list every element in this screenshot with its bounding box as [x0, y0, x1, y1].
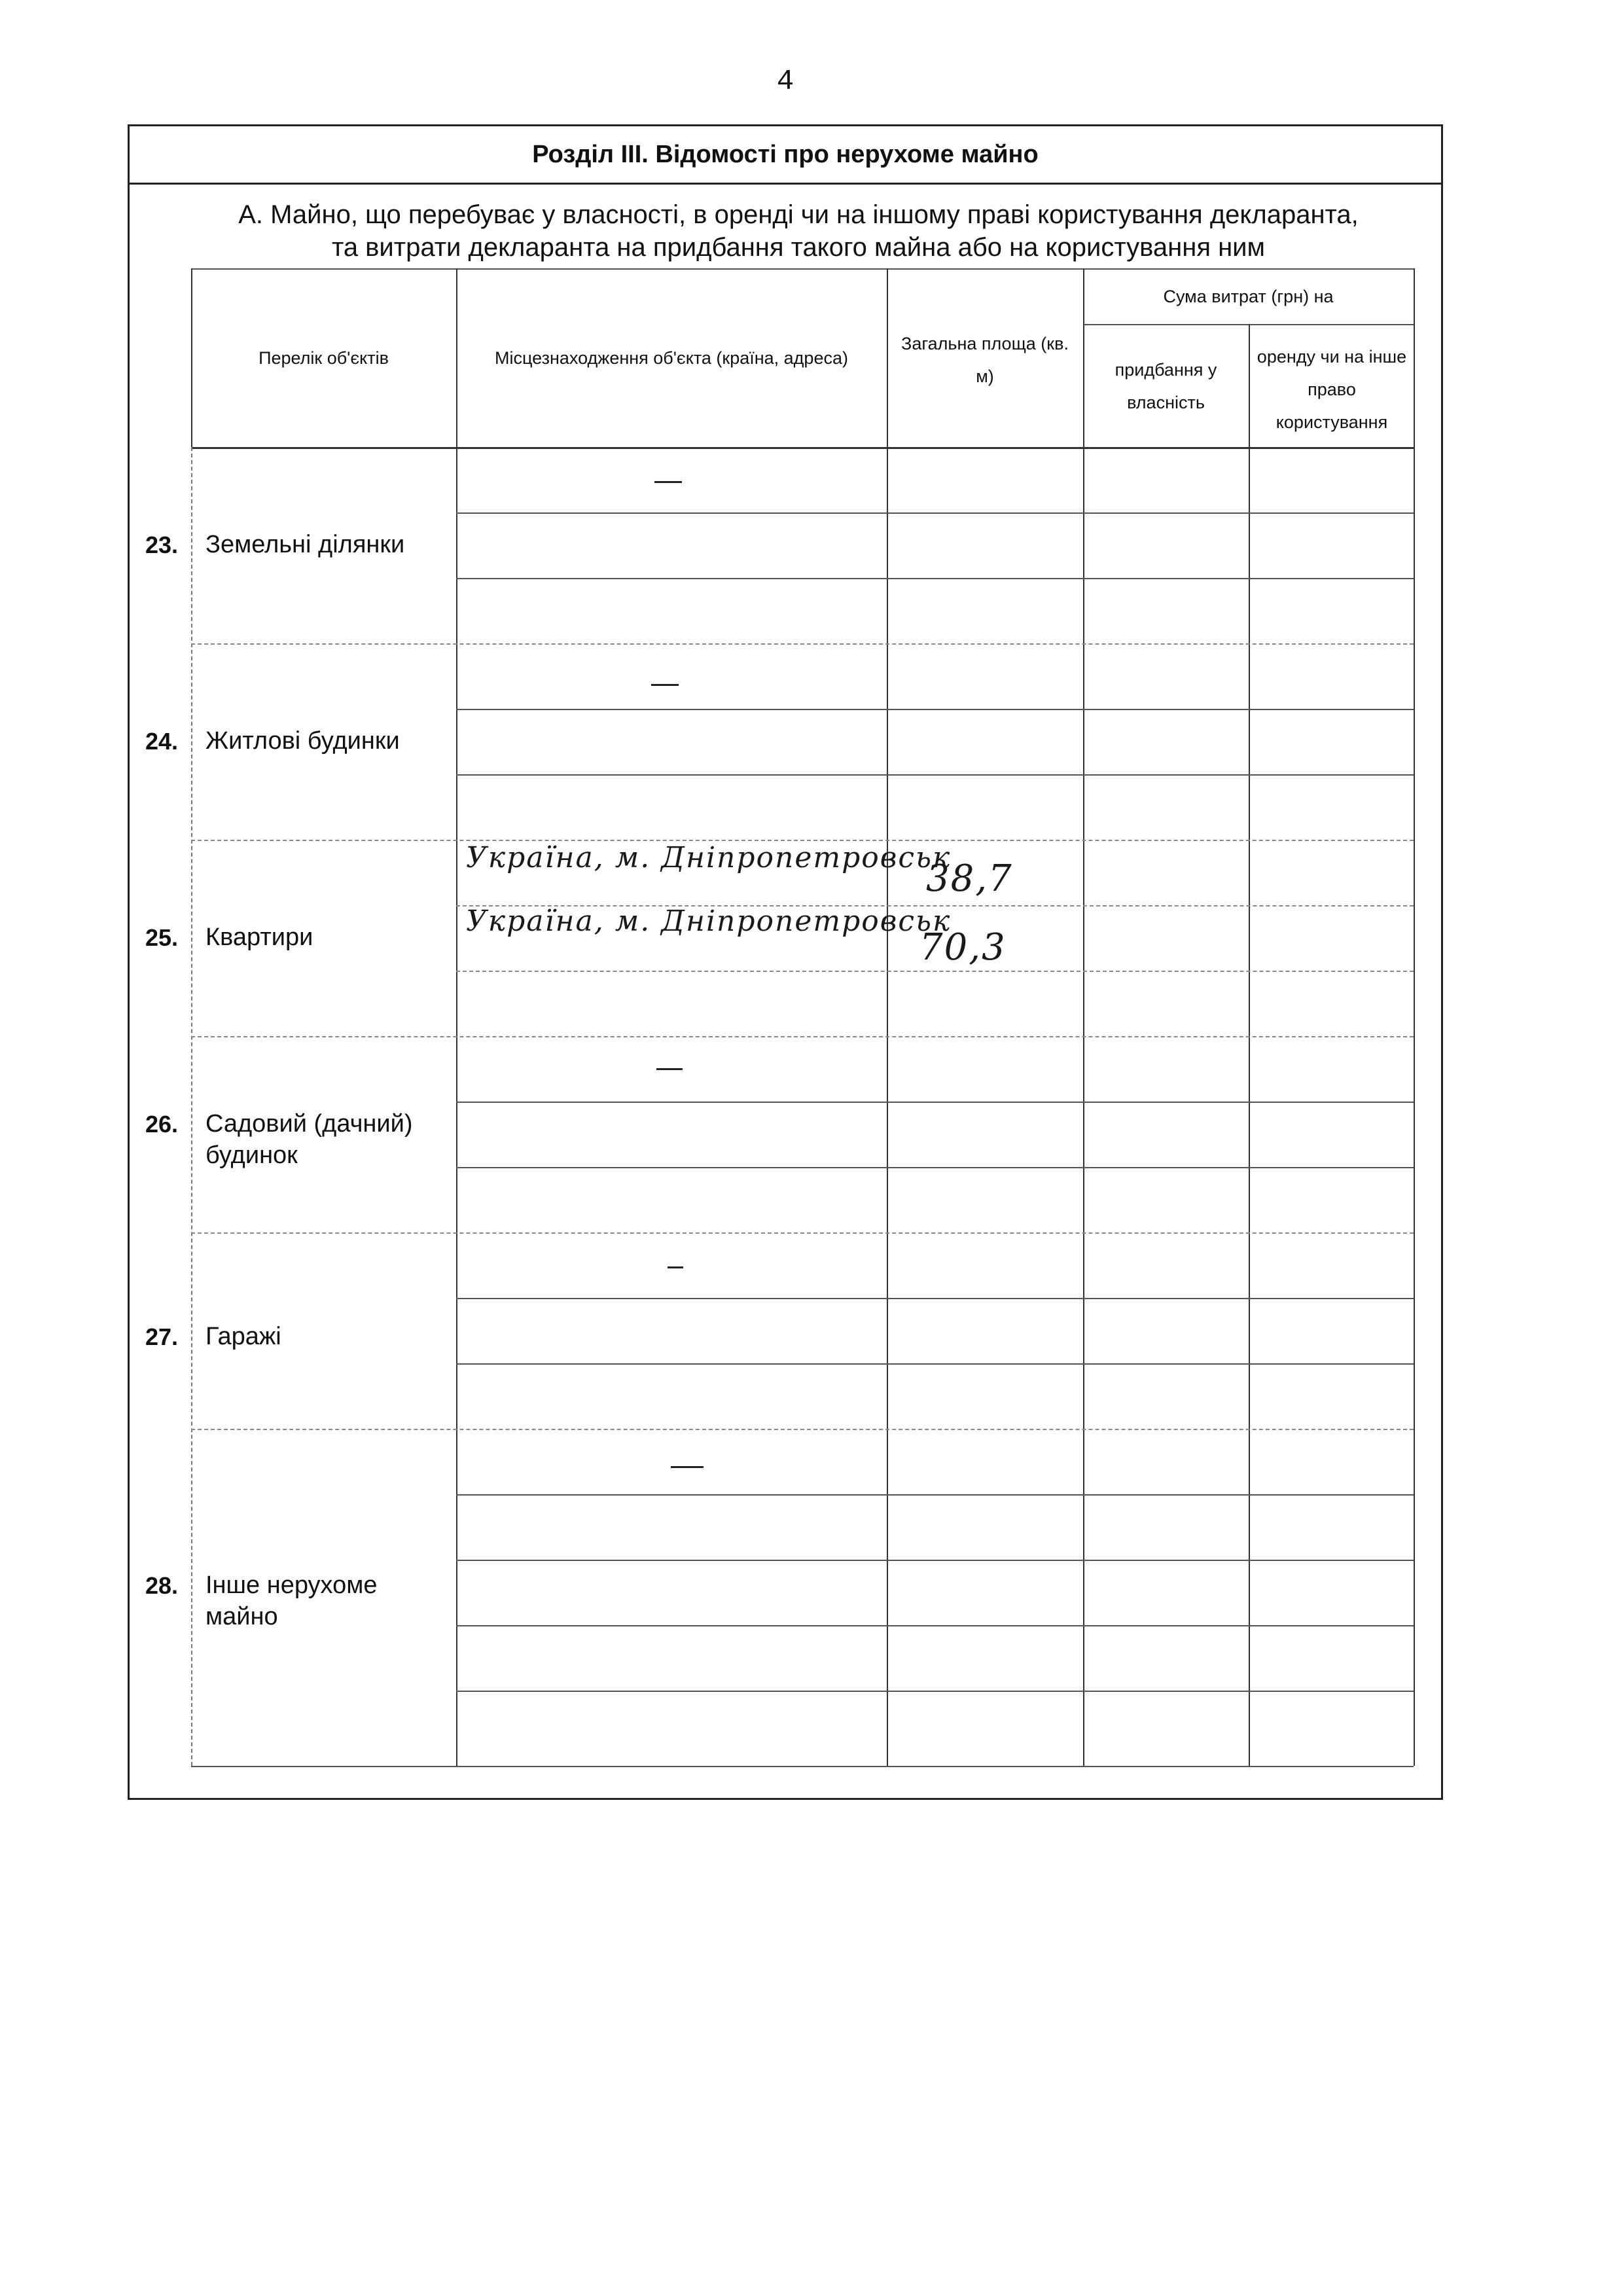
subrow-line [456, 1102, 1414, 1103]
empty-mark-houses [651, 684, 679, 686]
row-label-garages: Гаражі [205, 1323, 281, 1350]
row-number-25: 25. [145, 924, 179, 951]
row-number-24: 24. [145, 728, 179, 755]
row-number-26: 26. [145, 1111, 179, 1138]
group-sep-25 [191, 1036, 1414, 1037]
row-number-28: 28. [145, 1572, 179, 1599]
subrow-line [456, 1167, 1414, 1168]
header-location: Місцезнаходження об'єкта (країна, адреса) [495, 348, 848, 368]
col-line-3 [1083, 268, 1084, 1766]
row-label-apartments: Квартири [205, 924, 313, 951]
subrow-line [456, 1298, 1414, 1299]
group-sep-23 [191, 643, 1414, 645]
subheading-line-2: та витрати декларанта на придбання такого майна або на користування ним [331, 233, 1266, 262]
subrow-line [456, 709, 1414, 710]
page-number: 4 [776, 65, 794, 98]
header-area: Загальна площа (кв. м) [901, 334, 1069, 386]
row-label-other-property: Інше нерухоме майно [205, 1571, 378, 1630]
apartment-2-location: Україна, м. Дніпропетровськ [466, 905, 952, 938]
subrow-line [456, 1560, 1414, 1561]
subrow-line [456, 1625, 1414, 1626]
subrow-line [456, 1363, 1414, 1365]
subrow-line [456, 512, 1414, 514]
header-bottom-border [191, 447, 1414, 449]
empty-mark-garden-house [656, 1068, 683, 1070]
empty-mark-other [671, 1466, 704, 1468]
subrow-line [456, 1494, 1414, 1496]
table-bottom-border [191, 1766, 1414, 1767]
subrow-line [456, 578, 1414, 579]
col-line-0-body [191, 447, 192, 1766]
col-line-1 [456, 268, 457, 1766]
subrow-line [456, 1691, 1414, 1692]
row-label-garden-house: Садовий (дачний) будинок [205, 1110, 413, 1169]
header-purchase: придбання у власність [1115, 360, 1217, 412]
group-sep-26 [191, 1232, 1414, 1234]
col-line-2 [887, 268, 888, 1766]
subrow-line [456, 971, 1414, 972]
row-number-27: 27. [145, 1323, 179, 1350]
header-objects: Перелік об'єктів [259, 348, 389, 368]
col-line-4 [1249, 324, 1250, 1766]
empty-mark-garages [668, 1266, 683, 1268]
row-label-houses: Житлові будинки [205, 727, 400, 755]
subheading-line-1: А. Майно, що перебуває у власності, в оренді чи на іншому праві користування декларанта, [238, 200, 1359, 229]
apartment-1-area: 38,7 [926, 857, 1013, 900]
subheading [195, 198, 1402, 264]
col-line-5 [1414, 268, 1415, 1766]
row-number-23: 23. [145, 531, 179, 558]
empty-mark-land [654, 481, 682, 483]
apartment-2-area: 70,3 [919, 926, 1007, 969]
apartment-1-location: Україна, м. Дніпропетровськ [466, 841, 952, 874]
header-rent: оренду чи на інше право користування [1257, 347, 1407, 432]
subrow-line [456, 774, 1414, 776]
row-label-land: Земельні ділянки [205, 531, 405, 558]
header-expenses: Сума витрат (грн) на [1163, 286, 1334, 306]
section-title: Розділ ІІІ. Відомості про нерухоме майно [130, 126, 1441, 185]
group-sep-27 [191, 1429, 1414, 1430]
